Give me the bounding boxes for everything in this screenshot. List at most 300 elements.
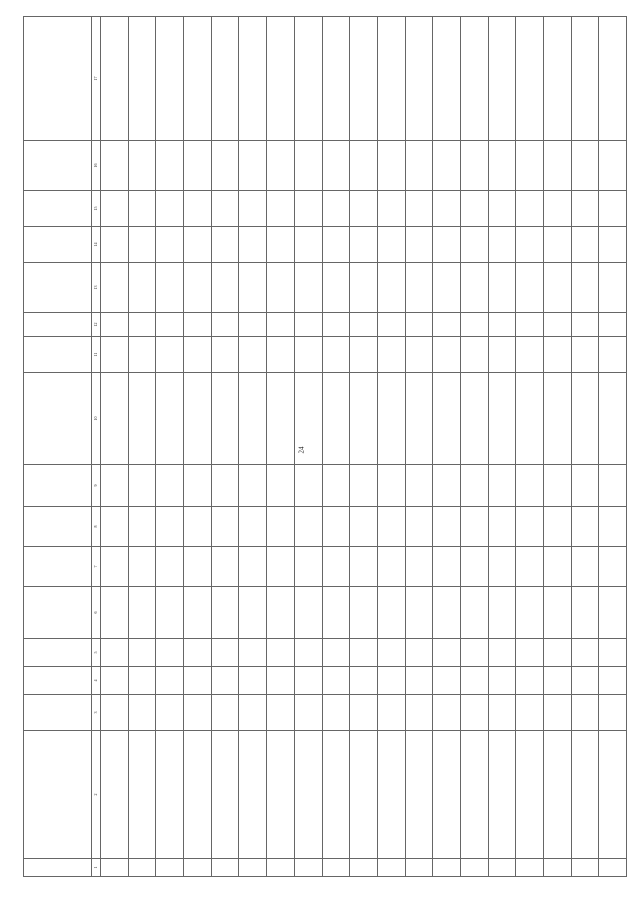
table-cell bbox=[488, 337, 516, 373]
table-cell bbox=[460, 191, 488, 227]
table-cell bbox=[377, 639, 405, 667]
table-cell bbox=[516, 695, 544, 731]
table-cell bbox=[211, 667, 239, 695]
table-cell bbox=[377, 191, 405, 227]
table-cell bbox=[544, 695, 572, 731]
table-cell bbox=[377, 731, 405, 859]
table-cell bbox=[405, 507, 433, 547]
table-cell bbox=[239, 667, 267, 695]
table-cell bbox=[156, 17, 184, 141]
table-cell bbox=[156, 639, 184, 667]
column-number-cell: 8 bbox=[92, 507, 101, 547]
table-cell bbox=[516, 639, 544, 667]
table-row bbox=[544, 17, 572, 877]
column-number-cell: 16 bbox=[92, 141, 101, 191]
table-cell bbox=[322, 667, 350, 695]
table-cell bbox=[571, 667, 599, 695]
table-cell bbox=[405, 695, 433, 731]
table-cell bbox=[433, 465, 461, 507]
table-cell bbox=[156, 731, 184, 859]
table-cell bbox=[599, 191, 627, 227]
table-cell bbox=[184, 17, 212, 141]
table-cell bbox=[571, 465, 599, 507]
table-cell bbox=[128, 695, 156, 731]
table-cell bbox=[322, 639, 350, 667]
table-row bbox=[156, 17, 184, 877]
table-cell bbox=[294, 227, 322, 263]
table-cell bbox=[322, 191, 350, 227]
table-cell bbox=[239, 141, 267, 191]
table-cell bbox=[294, 507, 322, 547]
table-cell bbox=[599, 373, 627, 465]
table-cell bbox=[184, 263, 212, 313]
table-cell bbox=[571, 191, 599, 227]
table-cell bbox=[544, 373, 572, 465]
table-cell bbox=[571, 731, 599, 859]
table-cell bbox=[544, 859, 572, 877]
table-cell bbox=[239, 731, 267, 859]
table-cell bbox=[405, 731, 433, 859]
table-cell bbox=[544, 227, 572, 263]
column-number-cell: 1 bbox=[92, 859, 101, 877]
column-number-cell: 10 bbox=[92, 373, 101, 465]
table-cell bbox=[350, 141, 378, 191]
table-cell bbox=[377, 695, 405, 731]
table-cell bbox=[599, 141, 627, 191]
table-cell bbox=[599, 667, 627, 695]
table-cell bbox=[433, 191, 461, 227]
table-cell bbox=[184, 695, 212, 731]
table-cell bbox=[294, 587, 322, 639]
table-cell bbox=[433, 695, 461, 731]
header-cell bbox=[24, 465, 92, 507]
table-cell bbox=[267, 141, 295, 191]
table-cell bbox=[101, 667, 129, 695]
table-cell bbox=[294, 191, 322, 227]
table-cell bbox=[128, 667, 156, 695]
table-cell bbox=[239, 227, 267, 263]
table-cell bbox=[267, 587, 295, 639]
header-cell bbox=[24, 547, 92, 587]
header-row bbox=[24, 17, 92, 877]
table-cell bbox=[405, 227, 433, 263]
table-cell bbox=[544, 191, 572, 227]
table-cell bbox=[405, 191, 433, 227]
table-cell bbox=[405, 337, 433, 373]
table-cell bbox=[101, 337, 129, 373]
table-row bbox=[128, 17, 156, 877]
table-cell bbox=[156, 507, 184, 547]
table-cell bbox=[211, 141, 239, 191]
table-cell bbox=[433, 373, 461, 465]
table-cell bbox=[322, 141, 350, 191]
table-row bbox=[101, 17, 129, 877]
table-cell bbox=[377, 667, 405, 695]
table-cell bbox=[599, 695, 627, 731]
table-row bbox=[184, 17, 212, 877]
table-cell bbox=[267, 227, 295, 263]
table-row bbox=[267, 17, 295, 877]
table-cell bbox=[267, 639, 295, 667]
header-cell bbox=[24, 731, 92, 859]
table-cell bbox=[488, 373, 516, 465]
table-cell bbox=[101, 639, 129, 667]
table-cell bbox=[128, 227, 156, 263]
column-number-cell: 5 bbox=[92, 639, 101, 667]
table-cell bbox=[460, 337, 488, 373]
table-cell bbox=[184, 547, 212, 587]
table-cell bbox=[128, 639, 156, 667]
table-cell bbox=[211, 337, 239, 373]
table-cell bbox=[294, 337, 322, 373]
table-cell bbox=[101, 373, 129, 465]
table-cell bbox=[211, 465, 239, 507]
table-cell bbox=[239, 465, 267, 507]
table-cell bbox=[599, 859, 627, 877]
table-cell bbox=[211, 191, 239, 227]
table-cell bbox=[294, 731, 322, 859]
table-cell bbox=[184, 191, 212, 227]
table-cell bbox=[460, 587, 488, 639]
table-cell bbox=[433, 337, 461, 373]
table-cell bbox=[239, 373, 267, 465]
table-cell bbox=[322, 507, 350, 547]
table-cell bbox=[460, 859, 488, 877]
table-cell bbox=[267, 337, 295, 373]
table-cell bbox=[405, 547, 433, 587]
table-cell bbox=[294, 667, 322, 695]
table-cell bbox=[599, 731, 627, 859]
table-cell bbox=[571, 547, 599, 587]
table-cell bbox=[156, 141, 184, 191]
table-cell bbox=[267, 191, 295, 227]
column-number-cell: 6 bbox=[92, 587, 101, 639]
table-cell bbox=[488, 17, 516, 141]
table-cell bbox=[211, 731, 239, 859]
table-cell bbox=[267, 507, 295, 547]
table-cell bbox=[571, 337, 599, 373]
table-cell bbox=[184, 667, 212, 695]
table-cell bbox=[377, 547, 405, 587]
table-cell bbox=[294, 465, 322, 507]
table-cell bbox=[488, 731, 516, 859]
table-cell bbox=[156, 587, 184, 639]
table-cell bbox=[460, 263, 488, 313]
table-cell bbox=[377, 227, 405, 263]
table-cell bbox=[322, 263, 350, 313]
table-cell bbox=[544, 465, 572, 507]
table-cell bbox=[571, 859, 599, 877]
table-cell bbox=[488, 859, 516, 877]
table-cell bbox=[239, 587, 267, 639]
table-cell bbox=[544, 587, 572, 639]
table-cell bbox=[350, 731, 378, 859]
table-cell bbox=[128, 263, 156, 313]
table-cell bbox=[101, 695, 129, 731]
table-cell bbox=[599, 639, 627, 667]
header-cell bbox=[24, 507, 92, 547]
table-cell bbox=[460, 465, 488, 507]
column-number-cell: 13 bbox=[92, 263, 101, 313]
table-cell bbox=[488, 141, 516, 191]
header-cell bbox=[24, 859, 92, 877]
table-cell bbox=[571, 507, 599, 547]
header-cell bbox=[24, 17, 92, 141]
rotated-table-frame bbox=[23, 17, 613, 877]
table-cell bbox=[460, 639, 488, 667]
table-cell bbox=[571, 263, 599, 313]
header-cell bbox=[24, 667, 92, 695]
header-cell bbox=[24, 639, 92, 667]
table-cell bbox=[156, 373, 184, 465]
table-cell bbox=[460, 17, 488, 141]
table-cell bbox=[405, 639, 433, 667]
table-cell bbox=[377, 859, 405, 877]
table-cell bbox=[184, 859, 212, 877]
table-row bbox=[294, 17, 322, 877]
column-number-cell: 14 bbox=[92, 227, 101, 263]
table-cell bbox=[294, 313, 322, 337]
table-cell bbox=[184, 507, 212, 547]
table-row bbox=[516, 17, 544, 877]
table-cell bbox=[599, 507, 627, 547]
table-cell bbox=[294, 639, 322, 667]
table-cell bbox=[544, 17, 572, 141]
table-cell bbox=[516, 667, 544, 695]
table-cell bbox=[156, 695, 184, 731]
header-cell bbox=[24, 263, 92, 313]
table-cell bbox=[405, 859, 433, 877]
table-cell bbox=[460, 667, 488, 695]
header-cell bbox=[24, 141, 92, 191]
table-cell bbox=[322, 313, 350, 337]
table-cell bbox=[184, 227, 212, 263]
table-cell bbox=[322, 695, 350, 731]
table-cell bbox=[488, 227, 516, 263]
table-cell bbox=[211, 227, 239, 263]
table-cell bbox=[571, 17, 599, 141]
table-cell bbox=[211, 859, 239, 877]
table-cell bbox=[294, 547, 322, 587]
table-cell bbox=[239, 639, 267, 667]
table-cell bbox=[322, 587, 350, 639]
table-cell bbox=[101, 313, 129, 337]
table-cell bbox=[460, 141, 488, 191]
table-cell bbox=[516, 263, 544, 313]
table-cell bbox=[156, 191, 184, 227]
header-cell bbox=[24, 227, 92, 263]
column-number-cell: 7 bbox=[92, 547, 101, 587]
table-cell bbox=[267, 547, 295, 587]
column-number-cell: 3 bbox=[92, 695, 101, 731]
table-cell bbox=[599, 17, 627, 141]
table-cell bbox=[239, 313, 267, 337]
table-cell bbox=[433, 17, 461, 141]
table-cell bbox=[184, 731, 212, 859]
table-cell bbox=[184, 313, 212, 337]
table-cell bbox=[322, 337, 350, 373]
table-cell bbox=[460, 695, 488, 731]
table-cell bbox=[267, 859, 295, 877]
table-cell bbox=[516, 141, 544, 191]
table-cell bbox=[544, 639, 572, 667]
table-cell bbox=[239, 547, 267, 587]
data-table bbox=[23, 16, 627, 877]
table-cell bbox=[184, 337, 212, 373]
table-cell bbox=[377, 587, 405, 639]
column-number-cell: 11 bbox=[92, 337, 101, 373]
table-cell bbox=[516, 17, 544, 141]
table-cell bbox=[460, 731, 488, 859]
table-cell bbox=[377, 465, 405, 507]
table-cell bbox=[488, 465, 516, 507]
table-cell bbox=[184, 141, 212, 191]
table-cell bbox=[350, 373, 378, 465]
table-cell bbox=[322, 731, 350, 859]
table-cell bbox=[267, 465, 295, 507]
table-cell bbox=[128, 507, 156, 547]
table-cell bbox=[211, 547, 239, 587]
table-cell bbox=[433, 731, 461, 859]
table-cell bbox=[211, 313, 239, 337]
table-cell bbox=[377, 507, 405, 547]
table-cell bbox=[294, 17, 322, 141]
table-cell bbox=[488, 639, 516, 667]
table-cell bbox=[433, 587, 461, 639]
table-cell bbox=[101, 587, 129, 639]
table-cell bbox=[184, 373, 212, 465]
table-cell bbox=[294, 373, 322, 465]
table-cell bbox=[433, 263, 461, 313]
table-cell bbox=[433, 667, 461, 695]
table-cell bbox=[571, 313, 599, 337]
column-number-row bbox=[92, 17, 101, 877]
table-cell bbox=[128, 465, 156, 507]
table-cell bbox=[599, 227, 627, 263]
table-cell bbox=[350, 859, 378, 877]
table-cell bbox=[239, 695, 267, 731]
table-row bbox=[488, 17, 516, 877]
table-cell bbox=[405, 373, 433, 465]
table-cell bbox=[128, 191, 156, 227]
table-cell bbox=[433, 639, 461, 667]
table-cell bbox=[350, 337, 378, 373]
table-cell bbox=[544, 507, 572, 547]
table-cell bbox=[322, 227, 350, 263]
table-cell bbox=[322, 465, 350, 507]
header-cell bbox=[24, 695, 92, 731]
table-cell bbox=[544, 731, 572, 859]
table-cell bbox=[571, 373, 599, 465]
table-cell bbox=[128, 141, 156, 191]
table-cell bbox=[267, 373, 295, 465]
table-cell bbox=[239, 337, 267, 373]
table-cell bbox=[101, 507, 129, 547]
table-cell bbox=[571, 639, 599, 667]
table-cell bbox=[101, 731, 129, 859]
table-cell bbox=[322, 373, 350, 465]
table-cell bbox=[599, 547, 627, 587]
table-cell bbox=[599, 313, 627, 337]
table-cell bbox=[405, 141, 433, 191]
table-cell bbox=[156, 465, 184, 507]
table-cell bbox=[184, 465, 212, 507]
table-cell bbox=[377, 263, 405, 313]
table-cell bbox=[544, 141, 572, 191]
table-cell bbox=[101, 227, 129, 263]
table-cell bbox=[128, 373, 156, 465]
table-cell bbox=[211, 263, 239, 313]
table-cell bbox=[488, 547, 516, 587]
table-cell bbox=[405, 17, 433, 141]
header-cell bbox=[24, 587, 92, 639]
table-cell bbox=[239, 191, 267, 227]
table-cell bbox=[405, 313, 433, 337]
table-cell bbox=[350, 547, 378, 587]
table-cell bbox=[488, 695, 516, 731]
table-cell bbox=[516, 337, 544, 373]
table-cell bbox=[128, 547, 156, 587]
table-cell bbox=[571, 587, 599, 639]
table-cell bbox=[156, 337, 184, 373]
table-row bbox=[571, 17, 599, 877]
table-cell bbox=[350, 587, 378, 639]
table-cell bbox=[516, 731, 544, 859]
table-cell bbox=[516, 191, 544, 227]
table-cell bbox=[101, 141, 129, 191]
table-cell bbox=[460, 313, 488, 337]
table-cell bbox=[433, 141, 461, 191]
table-cell bbox=[211, 17, 239, 141]
table-row bbox=[322, 17, 350, 877]
table-cell bbox=[516, 547, 544, 587]
table-cell bbox=[128, 337, 156, 373]
table-row bbox=[211, 17, 239, 877]
table-cell bbox=[128, 313, 156, 337]
table-cell bbox=[101, 465, 129, 507]
table-cell bbox=[516, 859, 544, 877]
table-cell bbox=[211, 507, 239, 547]
table-cell bbox=[350, 263, 378, 313]
table-cell bbox=[350, 507, 378, 547]
table-cell bbox=[101, 263, 129, 313]
table-cell bbox=[488, 313, 516, 337]
table-cell bbox=[488, 507, 516, 547]
table-cell bbox=[516, 465, 544, 507]
table-cell bbox=[294, 263, 322, 313]
table-cell bbox=[377, 313, 405, 337]
page-number: 24 bbox=[297, 446, 306, 454]
table-cell bbox=[239, 263, 267, 313]
table-cell bbox=[350, 695, 378, 731]
table-cell bbox=[101, 547, 129, 587]
table-cell bbox=[544, 667, 572, 695]
table-cell bbox=[460, 507, 488, 547]
table-cell bbox=[460, 373, 488, 465]
table-cell bbox=[156, 263, 184, 313]
table-cell bbox=[294, 141, 322, 191]
table-cell bbox=[460, 227, 488, 263]
column-number-cell: 17 bbox=[92, 17, 101, 141]
table-cell bbox=[128, 859, 156, 877]
column-number-cell: 12 bbox=[92, 313, 101, 337]
table-cell bbox=[544, 313, 572, 337]
table-cell bbox=[211, 587, 239, 639]
table-cell bbox=[101, 191, 129, 227]
table-row bbox=[239, 17, 267, 877]
table-cell bbox=[405, 465, 433, 507]
table-cell bbox=[156, 227, 184, 263]
